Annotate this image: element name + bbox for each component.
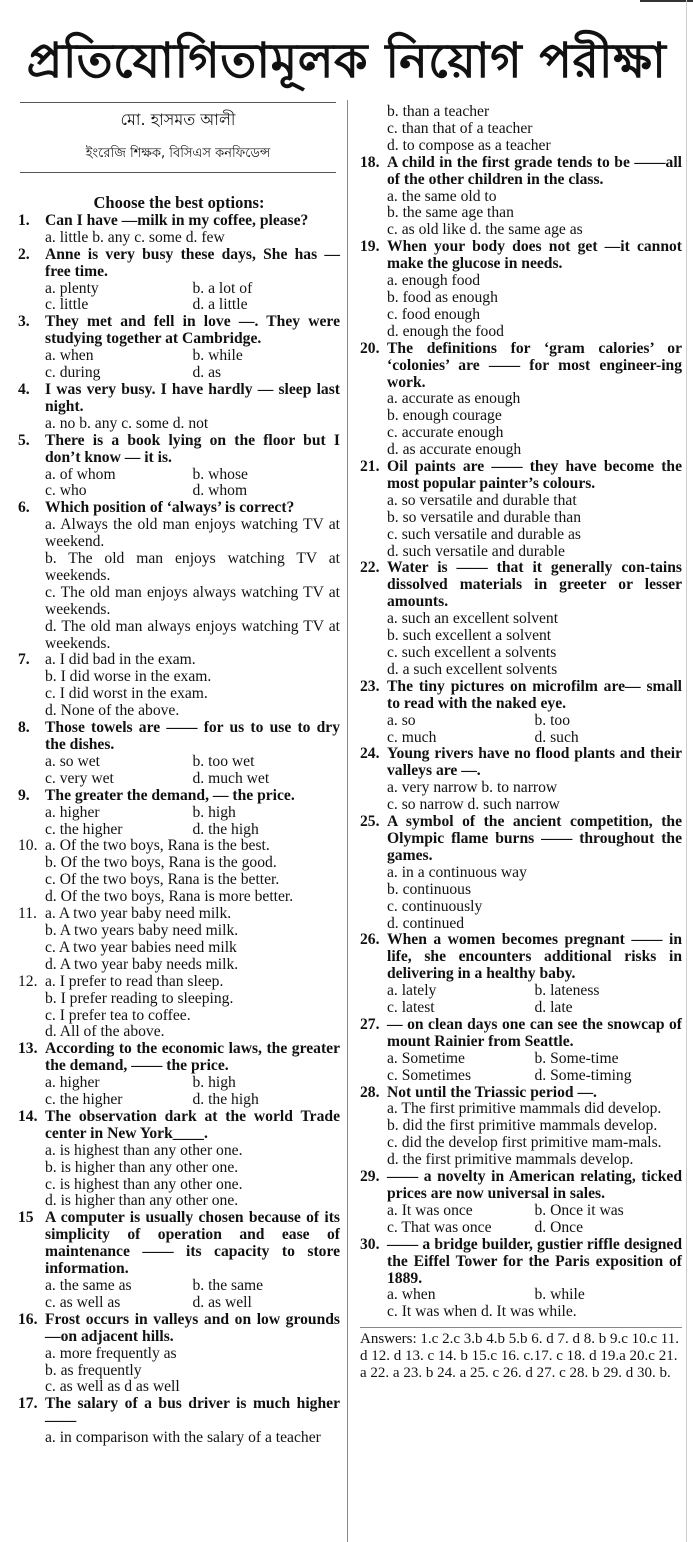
option: b. continuous [387, 880, 472, 898]
option: b. than a teacher [387, 103, 490, 120]
option: a. higher [45, 1074, 100, 1092]
question-stem: The tiny pictures on microfilm are— small to read with the naked eye. [387, 677, 682, 712]
option: c. during [45, 364, 101, 382]
option: b. did the first primitive mammals develop. [387, 1117, 658, 1135]
option: a. I prefer to read than sleep. [45, 972, 224, 990]
question-stem: Oil paints are —— they have become the most popular painter’s colours. [387, 458, 682, 492]
question [18, 1109, 340, 1210]
option: b. is higher than any other one. [45, 1158, 239, 1176]
question [360, 239, 682, 340]
option: a. Of the two boys, Rana is the best. [45, 837, 270, 855]
option: a. higher [45, 803, 100, 821]
question [360, 932, 682, 1017]
question [360, 341, 682, 459]
option: b. Once it was [534, 1201, 624, 1219]
option: a. It was once [387, 1201, 473, 1219]
question [18, 1396, 340, 1447]
question-number: 20. [360, 339, 380, 357]
question [18, 433, 340, 501]
option: b. Some-time [534, 1049, 619, 1067]
option: c. who [45, 482, 87, 500]
byline-top-rule [20, 102, 336, 103]
right-edge-rule [686, 0, 687, 1542]
question-number: 15 [18, 1209, 34, 1227]
question [360, 1237, 682, 1322]
option: b. whose [192, 465, 248, 483]
option: d. to compose as a teacher [387, 136, 551, 154]
option: d. whom [192, 482, 248, 500]
option: b. a lot of [192, 279, 253, 297]
option: a. when [387, 1286, 436, 1304]
option: c. A two year babies need milk [45, 938, 237, 956]
option: b. while [192, 347, 243, 365]
option: a. more frequently as [45, 1344, 177, 1362]
question-number: 18. [360, 153, 380, 171]
option: c. The old man enjoys always watching TV at weekends. [45, 583, 340, 618]
option: b. as frequently [45, 1361, 142, 1379]
question [18, 906, 340, 974]
option: a. of whom [45, 465, 116, 483]
option: c. latest [387, 999, 435, 1017]
right-column [360, 104, 682, 1382]
option: a. the same as [45, 1277, 132, 1294]
question-stem: The greater the demand, — the price. [45, 786, 295, 804]
question [18, 1041, 340, 1109]
option: d. as [192, 364, 222, 382]
question-stem: Young rivers have no flood plants and their valleys are —. [387, 745, 682, 780]
question-stem: When your body does not get —it cannot make the glucose in needs. [387, 238, 682, 273]
question [18, 382, 340, 433]
option: d. is higher than any other one. [45, 1192, 239, 1210]
question-stem: Water is —— that it generally con-tains dissolved materials in greeter or lesser amounts. [387, 559, 682, 611]
author-role: ইংরেজি শিক্ষক, বিসিএস কনফিডেন্স [85, 146, 271, 161]
option: d. such versatile and durable [387, 542, 565, 560]
option: b. I did worse in the exam. [45, 668, 212, 686]
option: b. food as enough [387, 288, 498, 306]
option: a. so wet [45, 752, 100, 770]
option: a. when [45, 347, 94, 365]
option: d. much wet [192, 769, 270, 787]
option: d. The old man always enjoys watching TV at weekends. [45, 617, 340, 652]
answers-divider [360, 1327, 682, 1328]
option: c. the higher [45, 820, 123, 838]
option: c. food enough [387, 305, 481, 323]
question-number: 25. [360, 813, 380, 831]
question-number: 29. [360, 1168, 380, 1186]
option: a. the same old to [387, 187, 497, 205]
option: d. Some-timing [534, 1066, 632, 1084]
question-number: 14. [18, 1107, 38, 1125]
question [18, 314, 340, 382]
question-stem: The observation dark at the world Trade center in New York____. [45, 1107, 340, 1142]
option: d. such [534, 728, 579, 746]
question-number: 9. [18, 786, 30, 804]
answer-key: Answers: 1.c 2.c 3.b 4.b 5.b 6. d 7. d 8. b 9.c 10.c 11. d 12. d 13. c 14. b 15.c 16. c.17. c 18. d 19.a 20.c 21. a 22. a 23. b 24. a 25. c 26. d 27. c 28. b 29. d 30. b. [360, 1331, 679, 1382]
option: d. the high [192, 820, 259, 838]
option: c. Sometimes [387, 1066, 472, 1084]
option: b. high [192, 1074, 236, 1092]
question [18, 500, 340, 652]
option: b. too [534, 711, 571, 729]
question-stem: A child in the first grade tends to be ——all of the other children in the class. [387, 153, 682, 188]
question-stem: I was very busy. I have hardly — sleep last night. [45, 380, 340, 415]
option: b. the same age than [387, 204, 514, 222]
byline-bottom-rule [20, 172, 336, 173]
question [360, 679, 682, 747]
option: c. Of the two boys, Rana is the better. [45, 871, 280, 889]
question-number: 26. [360, 931, 380, 949]
question [18, 1210, 340, 1311]
question-number: 4. [18, 380, 30, 398]
question-stem: The definitions for ‘gram calories’ or ‘colonies’ are —— for most engineer-ing work. [387, 339, 682, 391]
option: c. is highest than any other one. [45, 1175, 243, 1193]
question-stem: There is a book lying on the floor but I don’t know — it is. [45, 431, 340, 466]
question-stem: — on clean days one can see the snowcap of mount Rainier from Seattle. [387, 1015, 682, 1050]
question-stem: A symbol of the ancient competition, the Olympic flame burns —— throughout the games. [387, 813, 682, 864]
option: a. The first primitive mammals did develop. [387, 1100, 662, 1118]
option: c. as well as [45, 1293, 121, 1311]
question-number: 28. [360, 1083, 380, 1101]
option: c. such versatile and durable as [387, 525, 581, 543]
question-stem: According to the economic laws, the greater the demand, —— the price. [45, 1040, 340, 1075]
option: c. I prefer tea to coffee. [45, 1006, 191, 1024]
question-number: 30. [360, 1235, 380, 1253]
option: b. The old man enjoys watching TV at weekends. [45, 550, 340, 584]
question-number: 8. [18, 719, 30, 737]
option: a. enough food [387, 272, 481, 290]
option: d. as well [192, 1293, 252, 1311]
option: b. so versatile and durable than [387, 508, 581, 526]
question-number: 6. [18, 499, 30, 517]
question-number: 1. [18, 211, 30, 229]
question [18, 788, 340, 839]
question-stem: They met and fell in love —. They were studying together at Cambridge. [45, 313, 340, 348]
question-number: 24. [360, 745, 380, 763]
question-stem: The salary of a bus driver is much higher—— [45, 1395, 340, 1430]
section-title: Choose the best options: [93, 193, 265, 212]
option: b. high [192, 803, 236, 821]
option: d. A two year baby needs milk. [45, 955, 239, 973]
option: b. lateness [534, 982, 600, 1000]
option: d. as accurate enough [387, 441, 522, 459]
question-stem: A computer is usually chosen because of its simplicity of operation and ease of maintenance —— its capacity to store information. [45, 1209, 340, 1278]
question-number: 17. [18, 1395, 38, 1413]
author-name: মো. হাসমত আলী [120, 110, 236, 129]
option: c. as old like d. the same age as [387, 221, 583, 239]
question-stem: —— a novelty in American relating, ticked prices are now universal in sales. [387, 1168, 682, 1202]
question [360, 560, 682, 678]
option: c. such excellent a solvents [387, 644, 557, 661]
question-stem: —— a bridge builder, gustier riffle designed the Eiffel Tower for the Paris exposition of 1889. [387, 1235, 682, 1287]
option: a. plenty [45, 279, 99, 297]
option: c. so narrow d. such narrow [387, 796, 560, 814]
question-number: 5. [18, 431, 30, 449]
option: a. accurate as enough [387, 390, 521, 408]
option: a. so versatile and durable that [387, 491, 577, 509]
option: a. in a continuous way [387, 863, 527, 881]
question [18, 974, 340, 1042]
question-number: 23. [360, 677, 380, 695]
option: a. Sometime [387, 1049, 465, 1067]
option: c. continuously [387, 897, 483, 915]
option: b. A two years baby need milk. [45, 921, 239, 939]
option: b. while [534, 1286, 585, 1304]
question [360, 155, 682, 240]
question-stem: When a women becomes pregnant —— in life, she encounters additional risks in delivering in a healthy baby. [387, 931, 682, 983]
option: d. enough the food [387, 322, 504, 340]
option: a. in comparison with the salary of a teacher [45, 1429, 321, 1447]
question [18, 213, 340, 247]
option: d. late [534, 999, 573, 1017]
question-continued [360, 104, 682, 155]
option: a. such an excellent solvent [387, 610, 559, 628]
option: c. It was when d. It was while. [387, 1303, 577, 1321]
option: c. That was once [387, 1218, 492, 1236]
question-number: 13. [18, 1040, 38, 1058]
question [18, 1312, 340, 1397]
option: b. too wet [192, 752, 255, 770]
question [360, 814, 682, 932]
option: b. I prefer reading to sleeping. [45, 989, 234, 1007]
option: b. the same [192, 1277, 264, 1294]
question-number: 19. [360, 238, 380, 256]
option: d. Once [534, 1218, 583, 1236]
question-number: 10. [18, 837, 38, 855]
question-stem: Can I have —milk in my coffee, please? [45, 211, 309, 229]
option: d. a little [192, 296, 248, 314]
option: c. little [45, 296, 89, 314]
option: c. as well as d as well [45, 1378, 180, 1396]
question-number: 11. [18, 905, 37, 923]
column-divider [347, 100, 348, 1542]
question-stem: Those towels are —— for us to use to dry the dishes. [45, 719, 340, 753]
option: c. than that of a teacher [387, 119, 533, 137]
option: c. much [387, 728, 437, 746]
option: d. continued [387, 914, 465, 932]
option: c. very wet [45, 769, 114, 787]
option: c. did the develop first primitive mam-mals. [387, 1134, 662, 1152]
option: d. None of the above. [45, 702, 180, 720]
question [18, 720, 340, 788]
option: b. enough courage [387, 407, 502, 425]
question [18, 652, 340, 720]
option: c. the higher [45, 1091, 123, 1109]
question-stem: Not until the Triassic period —. [387, 1083, 597, 1101]
option: d. the high [192, 1091, 259, 1109]
option: d. the first primitive mammals develop. [387, 1151, 634, 1169]
option: d. All of the above. [45, 1023, 165, 1041]
left-column [18, 195, 340, 1447]
option: b. such excellent a solvent [387, 627, 552, 645]
question-number: 16. [18, 1310, 38, 1328]
option: a. very narrow b. to narrow [387, 779, 558, 797]
option: a. Always the old man enjoys watching TV at weekend. [45, 516, 340, 551]
option: d. a such excellent solvents [387, 660, 558, 678]
question [360, 746, 682, 814]
question [360, 1017, 682, 1085]
option: c. I did worst in the exam. [45, 685, 208, 703]
question-number: 3. [18, 313, 30, 331]
option: a. so [387, 711, 416, 729]
question-number: 21. [360, 458, 380, 476]
question-stem: Which position of ‘always’ is correct? [45, 499, 295, 517]
option: a. lately [387, 982, 437, 1000]
question-stem: Frost occurs in valleys and on low grounds—on adjacent hills. [45, 1310, 340, 1345]
question-number: 27. [360, 1015, 380, 1033]
question-number: 12. [18, 972, 38, 990]
question [18, 247, 340, 315]
option-line: a. little b. any c. some d. few [45, 228, 225, 246]
question-number: 22. [360, 559, 380, 577]
option: a. is highest than any other one. [45, 1141, 243, 1159]
question [360, 459, 682, 560]
option: c. accurate enough [387, 424, 504, 442]
option-line: a. no b. any c. some d. not [45, 414, 209, 432]
question-stem: Anne is very busy these days, She has — free time. [45, 245, 340, 280]
question-number: 2. [18, 245, 30, 263]
question-number: 7. [18, 651, 30, 669]
option: d. Of the two boys, Rana is more better. [45, 888, 294, 906]
option: a. I did bad in the exam. [45, 651, 196, 669]
headline: প্রতিযোগিতামূলক নিয়োগ পরীক্ষা [26, 33, 667, 89]
question [18, 838, 340, 906]
question [360, 1169, 682, 1237]
option: b. Of the two boys, Rana is the good. [45, 854, 277, 872]
option: a. A two year baby need milk. [45, 905, 232, 923]
question [360, 1085, 682, 1170]
